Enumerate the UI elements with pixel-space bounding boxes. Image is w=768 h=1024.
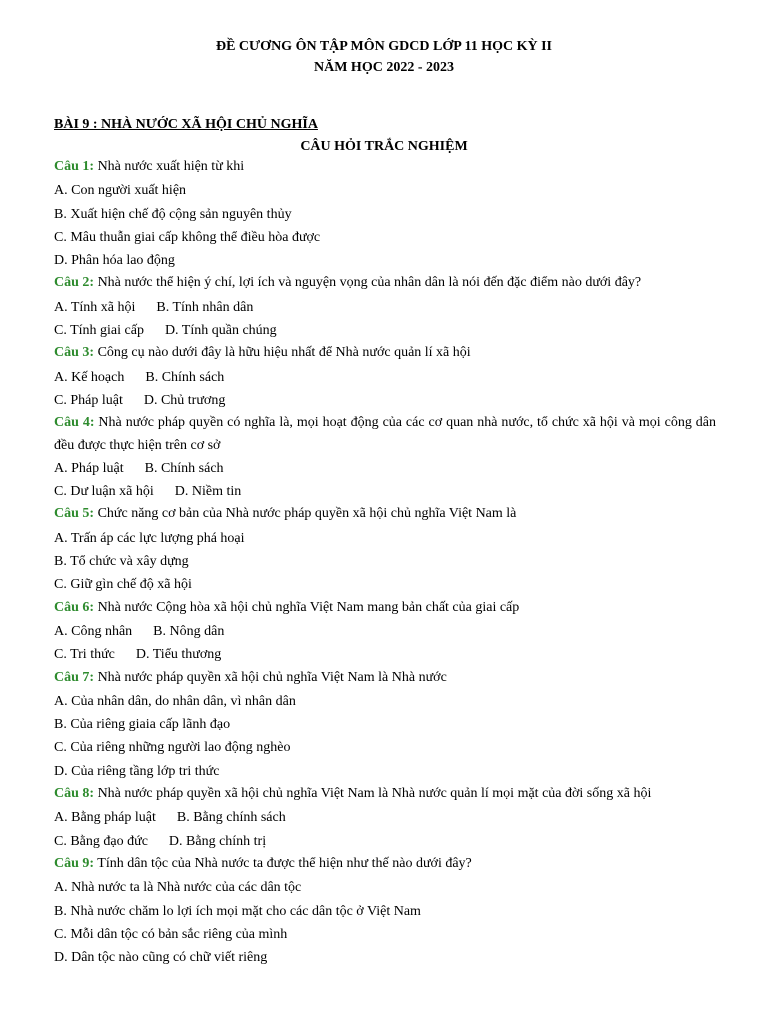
answer-option: A. Kế hoạch B. Chính sách (54, 369, 225, 385)
answer-option: C. Tính giai cấp D. Tính quần chúng (54, 323, 277, 339)
answer-option: A. Con người xuất hiện (54, 183, 187, 199)
question-stem (54, 783, 716, 806)
answer-option: C. Mỗi dân tộc có bản sắc riêng của mình (54, 926, 288, 942)
document-title: ĐỀ CƯƠNG ÔN TẬP MÔN GDCD LỚP 11 HỌC KỲ II (215, 39, 553, 54)
school-year: NĂM HỌC 2022 - 2023 (314, 60, 454, 75)
answer-option: A. Trấn áp các lực lượng phá hoại (54, 530, 245, 546)
question-stem (54, 342, 716, 365)
answer-option: C. Dư luận xã hội D. Niềm tin (54, 484, 242, 500)
answer-option: B. Xuất hiện chế độ cộng sản nguyên thủy (54, 206, 292, 222)
question-text: Nhà nước Cộng hòa xã hội chủ nghĩa Việt Nam mang bản chất của giai cấp (94, 599, 520, 615)
answer-option: B. Của riêng giaia cấp lãnh đạo (54, 717, 231, 733)
question-label: Câu 2: (54, 275, 95, 291)
question-label: Câu 5: (54, 506, 95, 522)
answer-option: A. Bằng pháp luật B. Bằng chính sách (54, 810, 286, 826)
question-text: Nhà nước pháp quyền xã hội chủ nghĩa Việt Nam là Nhà nước (94, 669, 447, 685)
question-label: Câu 4: (54, 415, 95, 431)
lesson-title: BÀI 9 : NHÀ NƯỚC XÃ HỘI CHỦ NGHĨA (54, 117, 318, 132)
answer-option: A. Của nhân dân, do nhân dân, vì nhân dân (54, 693, 296, 709)
question-stem (54, 503, 716, 526)
question-label: Câu 9: (54, 855, 95, 871)
question-label: Câu 8: (54, 786, 95, 802)
answer-option: A. Công nhân B. Nông dân (54, 623, 225, 639)
answer-option: D. Của riêng tầng lớp tri thức (54, 763, 220, 779)
answer-option: A. Tính xã hội B. Tính nhân dân (54, 299, 254, 315)
answer-option: C. Của riêng những người lao động nghèo (54, 740, 291, 756)
answer-option: B. Nhà nước chăm lo lợi ích mọi mặt cho các dân tộc ở Việt Nam (54, 903, 421, 919)
answer-option: D. Phân hóa lao động (54, 253, 175, 269)
question-text: Chức năng cơ bản của Nhà nước pháp quyền xã hội chủ nghĩa Việt Nam là (94, 506, 517, 522)
answer-option: D. Dân tộc nào cũng có chữ viết riêng (54, 950, 268, 966)
question-stem (54, 156, 716, 179)
question-text: Nhà nước pháp quyền xã hội chủ nghĩa Việt Nam là Nhà nước quản lí mọi mặt của đời sống xã hội (94, 786, 652, 802)
question-label: Câu 7: (54, 669, 95, 685)
answer-option: A. Nhà nước ta là Nhà nước của các dân tộc (54, 880, 302, 896)
answer-option: C. Giữ gìn chế độ xã hội (54, 577, 192, 593)
answer-option: C. Bằng đạo đức D. Bằng chính trị (54, 833, 267, 849)
answer-option: C. Tri thức D. Tiểu thương (54, 647, 222, 663)
question-text: Tính dân tộc của Nhà nước ta được thể hiện như thế nào dưới đây? (94, 855, 472, 871)
question-stem (54, 412, 716, 457)
question-list (54, 156, 716, 969)
answer-option: C. Pháp luật D. Chủ trương (54, 392, 226, 408)
question-text: Nhà nước pháp quyền có nghĩa là, mọi hoạt động của các cơ quan nhà nước, tổ chức xã hội và mọi công dân đều được thực hiện trên cơ sở (54, 415, 716, 453)
answer-option: B. Tổ chức và xây dựng (54, 554, 189, 570)
question-label: Câu 3: (54, 345, 95, 361)
question-stem (54, 667, 716, 690)
question-label: Câu 6: (54, 599, 95, 615)
question-text: Nhà nước xuất hiện từ khi (94, 159, 245, 174)
answer-option: A. Pháp luật B. Chính sách (54, 460, 224, 476)
question-stem (54, 597, 716, 620)
question-stem (54, 853, 716, 876)
section-title: CÂU HỎI TRẮC NGHIỆM (300, 139, 468, 154)
question-text: Công cụ nào dưới đây là hữu hiệu nhất để Nhà nước quản lí xã hội (94, 345, 471, 361)
answer-option: C. Mâu thuẫn giai cấp không thể điều hòa được (54, 229, 321, 245)
question-text: Nhà nước thể hiện ý chí, lợi ích và nguyện vọng của nhân dân là nói đến đặc điểm nào dưới đây? (94, 275, 642, 291)
question-stem (54, 272, 716, 295)
question-label: Câu 1: (54, 159, 95, 174)
